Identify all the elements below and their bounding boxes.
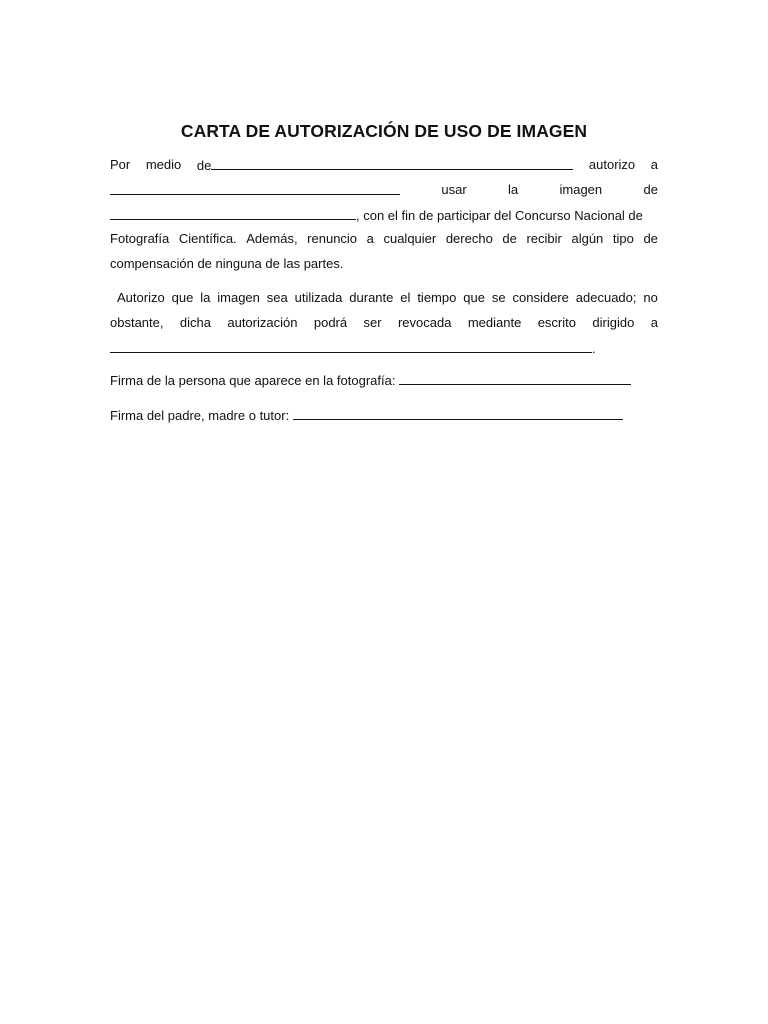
word: Fotografía: [110, 231, 170, 246]
word: de: [196, 158, 212, 173]
word: autorización: [227, 315, 298, 330]
word: derecho: [445, 231, 493, 246]
signature-guardian-line: [110, 407, 658, 424]
word: obstante,: [110, 315, 164, 330]
signature-person-line: [110, 372, 658, 389]
paragraph1-line3-text: , con el fin de participar del Concurso Nacional de: [356, 208, 643, 223]
word: dirigido: [592, 315, 635, 330]
paragraph1-line5: compensación de ninguna de las partes.: [110, 256, 344, 271]
period: .: [592, 341, 596, 356]
word: Autorizo: [117, 290, 165, 305]
paragraph1-line3: [110, 207, 658, 224]
word: algún: [571, 231, 604, 246]
word: que: [171, 290, 194, 305]
word: de: [643, 231, 658, 246]
word: considere: [512, 290, 569, 305]
word: de: [643, 182, 658, 197]
paragraph1-line4: [110, 231, 658, 247]
word: adecuado;: [575, 290, 637, 305]
word: que: [463, 290, 485, 305]
word: sea: [266, 290, 288, 305]
word: utilizada: [294, 290, 343, 305]
signature-person-blank[interactable]: [399, 372, 631, 385]
word: no: [643, 290, 658, 305]
word: Por: [110, 157, 131, 172]
word: escrito: [537, 315, 576, 330]
word: podrá: [313, 315, 348, 330]
word: autorizo: [588, 157, 636, 172]
word: tiempo: [417, 290, 457, 305]
signature-person-label: Firma de la persona que aparece en la fotografía:: [110, 373, 396, 388]
word: usar: [441, 182, 467, 197]
blank-line-subject[interactable]: [110, 207, 356, 220]
word: de: [502, 231, 517, 246]
signature-guardian-blank[interactable]: [293, 407, 623, 420]
word: imagen: [559, 182, 603, 197]
word: dicha: [179, 315, 211, 330]
paragraph2-line2: [110, 315, 658, 331]
blank-line-recipient[interactable]: [110, 182, 400, 195]
word: Además,: [246, 231, 298, 246]
paragraph1-line2: [110, 182, 658, 198]
paragraph1-line1: [110, 157, 658, 174]
word: medio: [145, 157, 182, 172]
word: tipo: [612, 231, 634, 246]
document-title: CARTA DE AUTORIZACIÓN DE USO DE IMAGEN: [180, 121, 588, 141]
word: imagen: [217, 290, 260, 305]
word: a: [650, 157, 658, 172]
word: a: [366, 231, 374, 246]
word: ser: [363, 315, 382, 330]
word: mediante: [467, 315, 522, 330]
word: Científica.: [178, 231, 237, 246]
word: a: [650, 315, 658, 330]
word: durante: [349, 290, 394, 305]
word: cualquier: [383, 231, 437, 246]
blank-line-name[interactable]: [211, 157, 573, 170]
word: el: [400, 290, 411, 305]
word: la: [508, 182, 519, 197]
word: se: [491, 290, 506, 305]
blank-line-addressee[interactable]: [110, 340, 592, 353]
word: revocada: [397, 315, 452, 330]
paragraph2-line1: [117, 290, 658, 306]
word: renuncio: [307, 231, 358, 246]
paragraph2-line3: [110, 340, 658, 357]
word: recibir: [526, 231, 562, 246]
word-with-blank: [197, 157, 573, 174]
signature-guardian-label: Firma del padre, madre o tutor:: [110, 408, 290, 423]
word: la: [200, 290, 211, 305]
